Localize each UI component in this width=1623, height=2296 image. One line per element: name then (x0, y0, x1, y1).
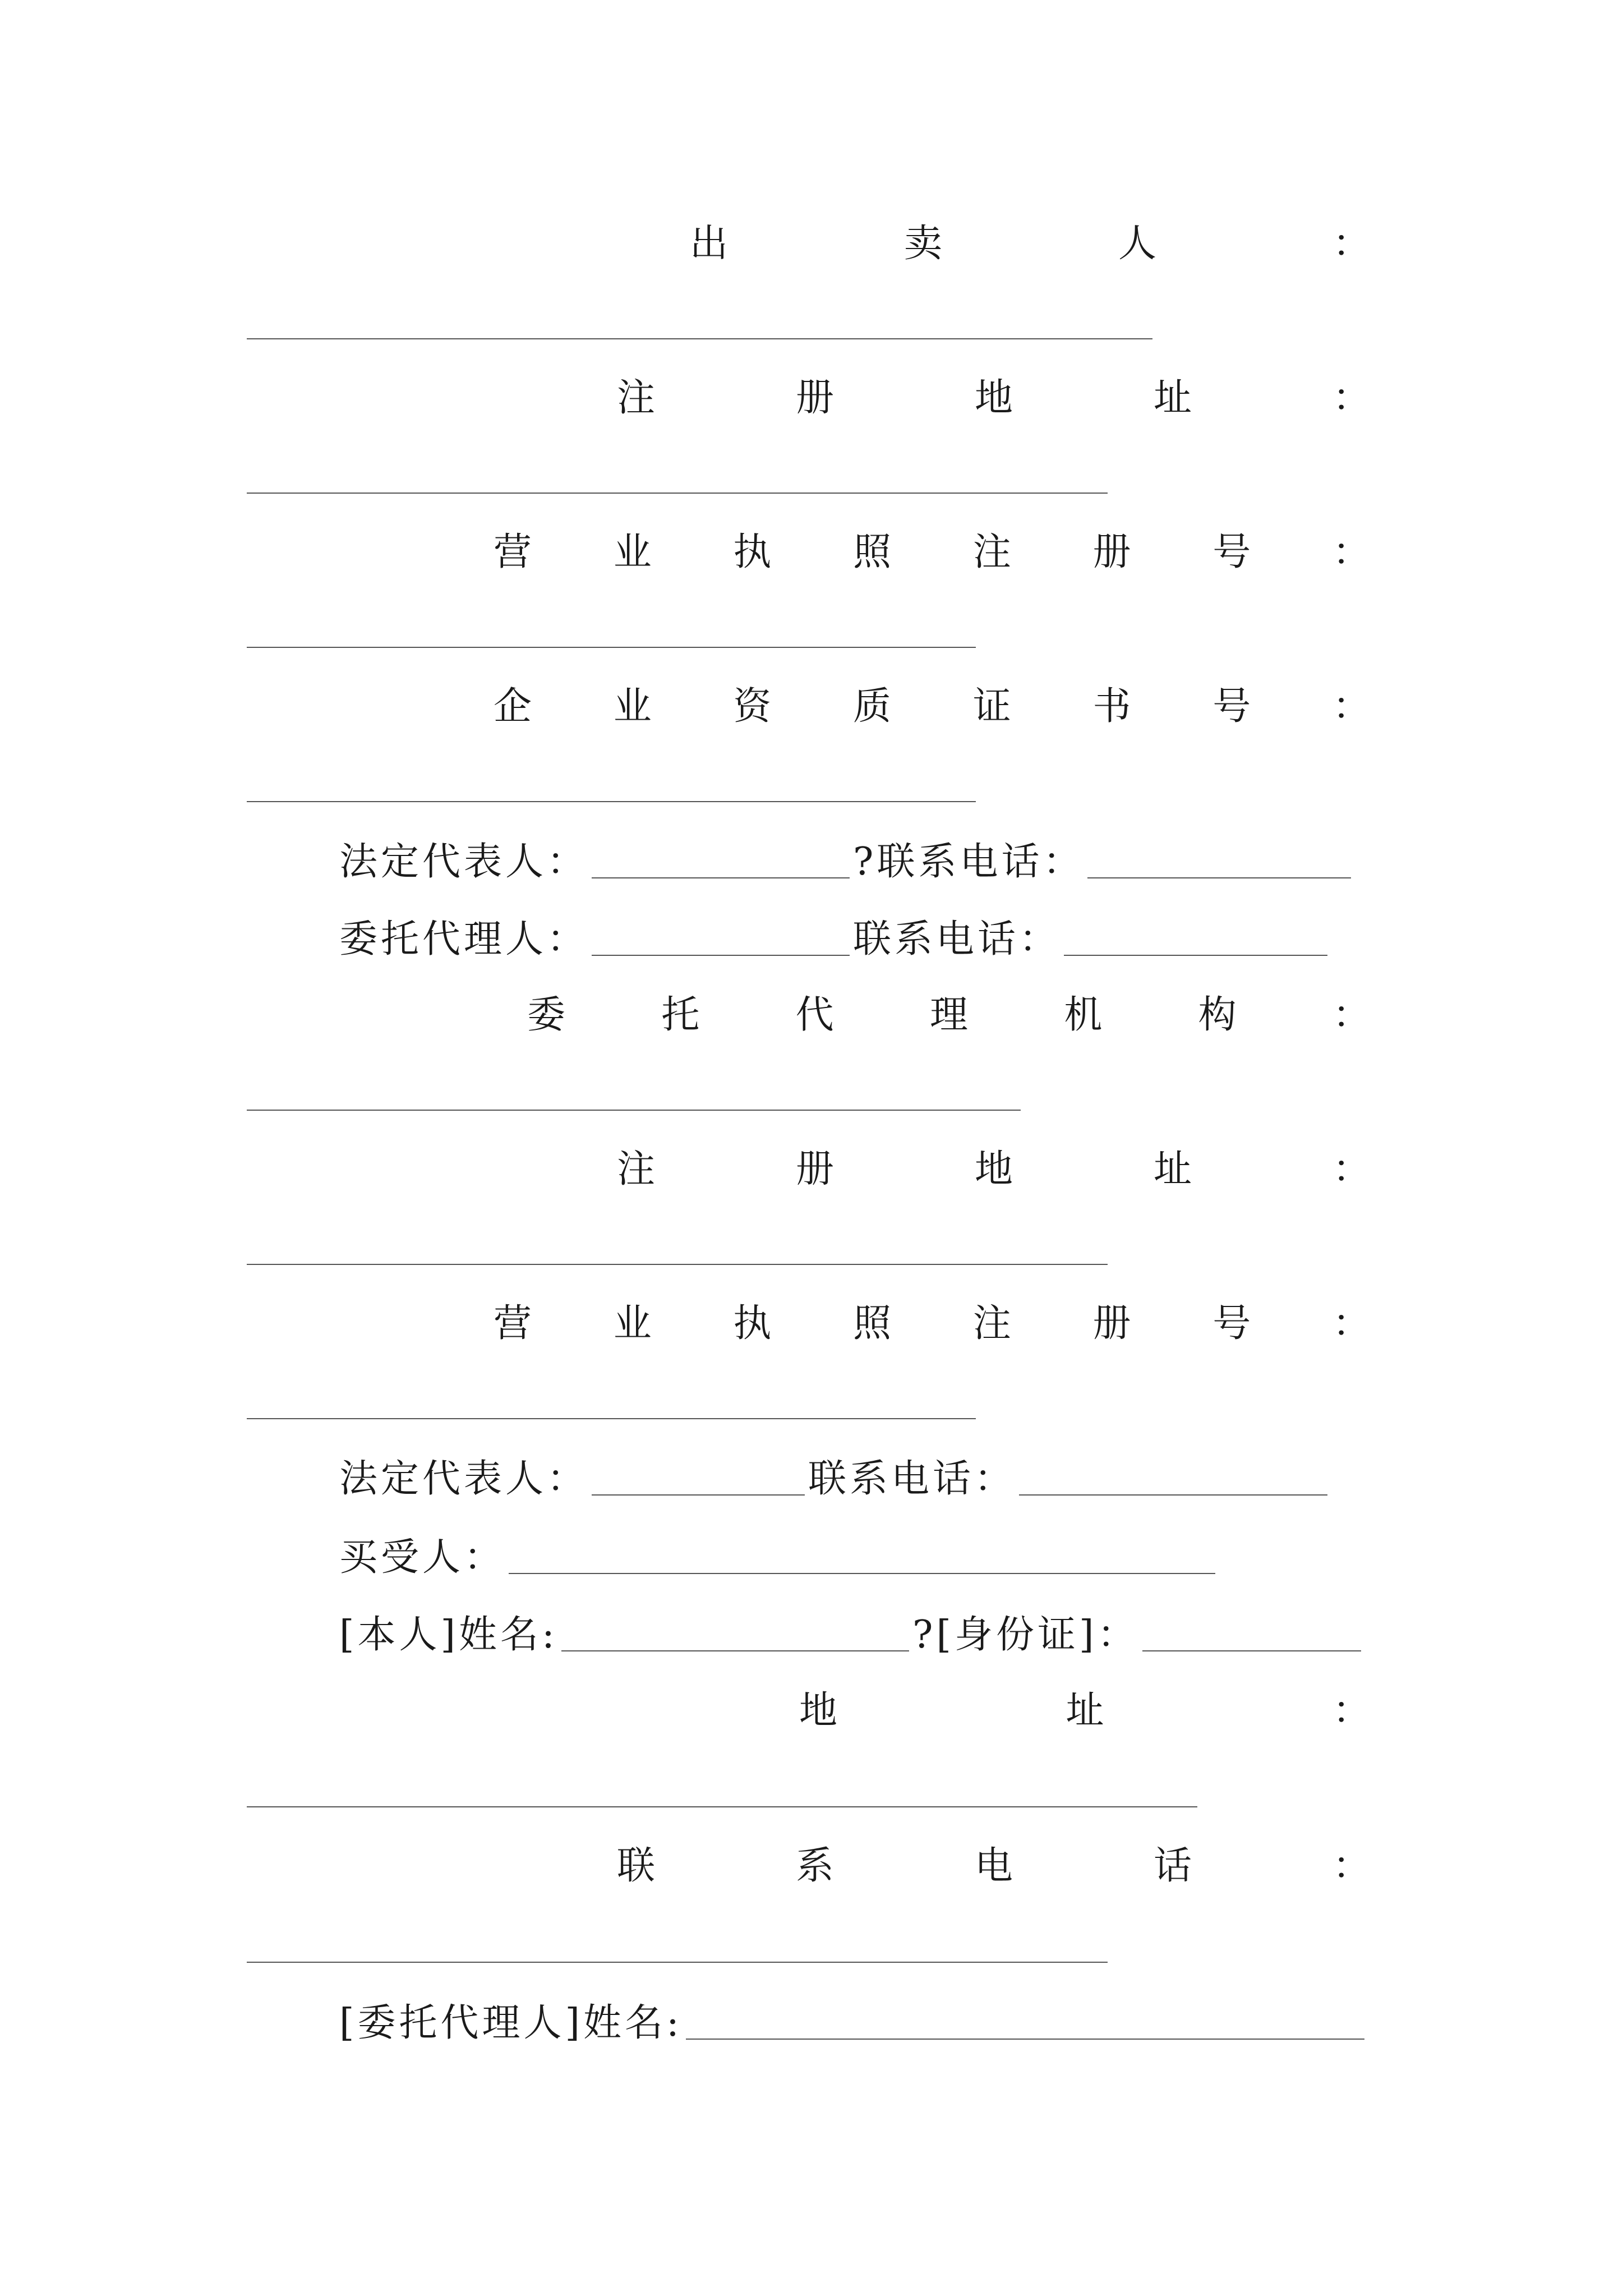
seller-license-char-5: 注 (972, 530, 1011, 574)
seller-license-char-1: 营 (494, 530, 532, 574)
seller-agent-phone-blank[interactable] (1064, 954, 1327, 956)
buyer-address-colon: ： (1332, 1688, 1371, 1733)
buyer-phone-colon: ： (1332, 1844, 1371, 1888)
agency-reg-address-char-4: 址 (1153, 1147, 1192, 1191)
agency-name-blank[interactable] (247, 1110, 1021, 1111)
agency-license-char-2: 业 (613, 1301, 652, 1346)
agency-reg-address-char-1: 注 (617, 1147, 656, 1191)
buyer-address-line (799, 1680, 1371, 1742)
seller-license-char-6: 册 (1092, 530, 1131, 574)
seller-license-blank[interactable] (247, 647, 976, 648)
seller-license-line (494, 522, 1371, 583)
seller-license-char-3: 执 (733, 530, 772, 574)
seller-qualification-colon: ： (1332, 684, 1371, 729)
seller-agent-blank[interactable] (592, 954, 850, 956)
agency-legal-rep-phone-blank[interactable] (1019, 1494, 1327, 1496)
buyer-agent-name-blank[interactable] (686, 2038, 1364, 2040)
seller-reg-address-blank[interactable] (247, 493, 1108, 494)
agency-license-char-5: 注 (972, 1301, 1011, 1346)
buyer-id-label: ?[身份证]： (912, 1613, 1139, 1657)
seller-reg-address-colon: ： (1332, 376, 1371, 420)
seller-reg-address-char-4: 址 (1153, 376, 1192, 420)
seller-agent-label: 委托代理人： (339, 917, 589, 961)
buyer-self-line (339, 1604, 1364, 1666)
seller-qualification-char-4: 质 (853, 684, 892, 729)
agency-legal-rep-phone-label: 联系电话： (808, 1457, 1016, 1501)
seller-agent-phone-label: 联系电话： (853, 917, 1061, 961)
seller-legal-rep-blank[interactable] (592, 877, 850, 878)
seller-qualification-line (494, 676, 1371, 738)
agency-license-char-6: 册 (1092, 1301, 1131, 1346)
seller-license-colon: ： (1332, 530, 1371, 574)
agency-license-char-1: 营 (494, 1301, 532, 1346)
buyer-name-blank[interactable] (509, 1572, 1215, 1574)
agency-reg-address-colon: ： (1332, 1147, 1371, 1191)
agency-legal-rep-blank[interactable] (592, 1494, 805, 1496)
seller-colon: ： (1332, 222, 1371, 266)
agency-legal-rep-label: 法定代表人： (339, 1457, 589, 1501)
buyer-phone-char-2: 系 (795, 1844, 834, 1888)
agency-char-3: 代 (795, 993, 834, 1037)
buyer-id-blank[interactable] (1142, 1650, 1361, 1651)
buyer-self-name-blank[interactable] (561, 1650, 909, 1651)
buyer-self-name-label: [本人]姓名: (339, 1613, 558, 1657)
seller-qualification-blank[interactable] (247, 801, 976, 802)
buyer-label: 买受人： (339, 1535, 506, 1580)
seller-qualification-char-3: 资 (733, 684, 772, 729)
buyer-address-char-2: 址 (1066, 1688, 1104, 1733)
buyer-phone-char-4: 话 (1153, 1844, 1192, 1888)
buyer-address-char-1: 地 (799, 1688, 838, 1733)
buyer-agent-name-label: [委托代理人]姓名: (339, 2001, 683, 2045)
seller-legal-rep-phone-blank[interactable] (1087, 877, 1351, 878)
seller-reg-address-char-1: 注 (617, 376, 656, 420)
buyer-phone-char-3: 电 (974, 1844, 1013, 1888)
seller-char-1: 出 (690, 222, 728, 266)
agency-label-line (527, 984, 1371, 1046)
seller-legal-rep-label: 法定代表人： (339, 840, 589, 884)
agency-license-char-3: 执 (733, 1301, 772, 1346)
buyer-line (339, 1527, 1219, 1589)
seller-char-2: 卖 (903, 222, 942, 266)
buyer-phone-blank[interactable] (247, 1962, 1108, 1963)
agency-colon: ： (1332, 993, 1371, 1037)
seller-reg-address-line (617, 367, 1371, 429)
agency-license-blank[interactable] (247, 1418, 976, 1419)
agency-license-colon: ： (1332, 1301, 1371, 1346)
seller-legal-rep-phone-label: ?联系电话： (853, 840, 1085, 884)
seller-reg-address-char-3: 地 (974, 376, 1013, 420)
seller-label-line (690, 213, 1371, 275)
agency-char-2: 托 (661, 993, 700, 1037)
seller-reg-address-char-2: 册 (795, 376, 834, 420)
agency-license-char-4: 照 (853, 1301, 892, 1346)
seller-qualification-char-7: 号 (1212, 684, 1251, 729)
seller-qualification-char-2: 业 (613, 684, 652, 729)
seller-license-char-2: 业 (613, 530, 652, 574)
agency-license-char-7: 号 (1212, 1301, 1251, 1346)
buyer-phone-char-1: 联 (617, 1844, 656, 1888)
agency-legal-rep-line (339, 1448, 1331, 1510)
agency-reg-address-line (617, 1139, 1371, 1200)
agency-char-4: 理 (929, 993, 968, 1037)
seller-license-char-4: 照 (853, 530, 892, 574)
agency-char-1: 委 (527, 993, 566, 1037)
agency-reg-address-char-2: 册 (795, 1147, 834, 1191)
seller-legal-rep-line (339, 831, 1354, 893)
seller-qualification-char-5: 证 (972, 684, 1011, 729)
buyer-address-blank[interactable] (247, 1806, 1197, 1807)
agency-char-5: 机 (1064, 993, 1103, 1037)
seller-agent-line (339, 909, 1331, 970)
buyer-agent-line (339, 1993, 1368, 2054)
seller-license-char-7: 号 (1212, 530, 1251, 574)
buyer-phone-line (617, 1835, 1371, 1897)
seller-name-blank[interactable] (247, 338, 1152, 339)
agency-license-line (494, 1293, 1371, 1355)
agency-reg-address-blank[interactable] (247, 1264, 1108, 1265)
seller-qualification-char-6: 书 (1092, 684, 1131, 729)
seller-char-3: 人 (1118, 222, 1156, 266)
agency-char-6: 构 (1198, 993, 1237, 1037)
seller-qualification-char-1: 企 (494, 684, 532, 729)
agency-reg-address-char-3: 地 (974, 1147, 1013, 1191)
